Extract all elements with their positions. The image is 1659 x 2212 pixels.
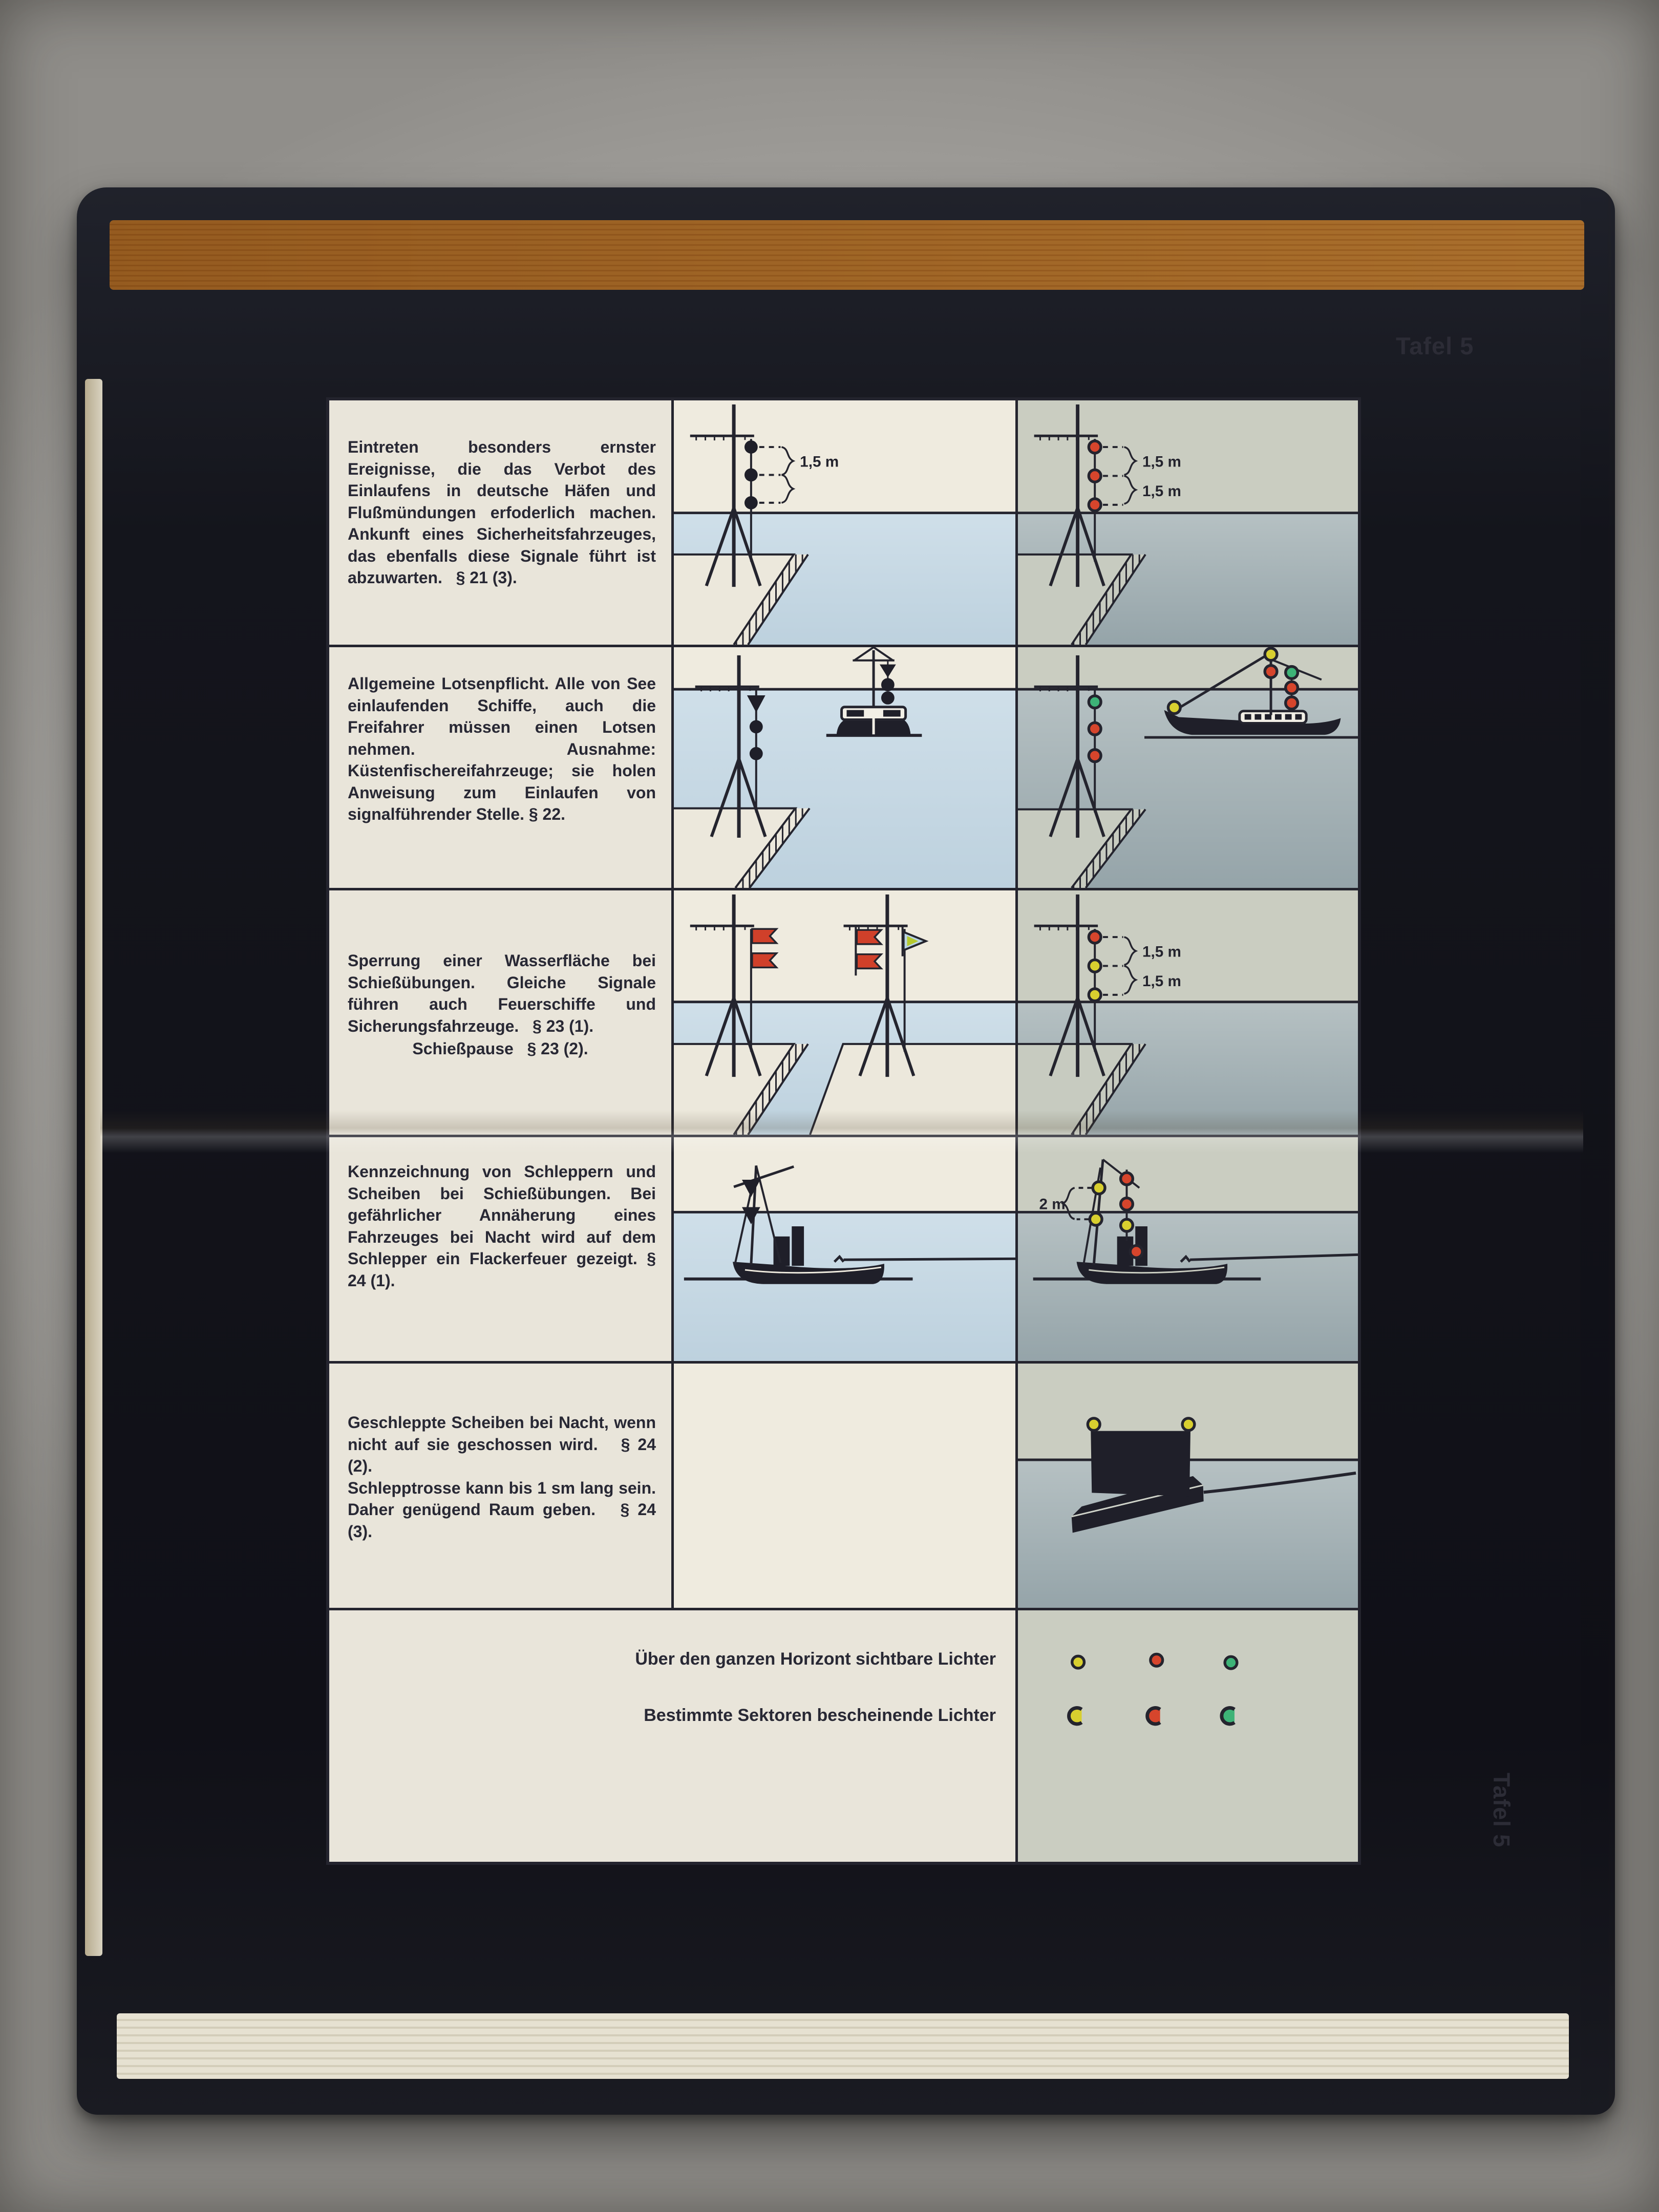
black-ball-icon [745, 469, 758, 482]
page-block-top-edge [110, 220, 1584, 290]
row3-day-signal-cell [674, 890, 1018, 1137]
red-flag-icon [857, 954, 881, 969]
red-light-icon [1089, 470, 1101, 482]
dimension-label: 2 m [1039, 1196, 1066, 1213]
green-light-icon [1089, 696, 1101, 708]
yellow-sector-light-icon [1069, 1708, 1081, 1724]
cone-icon [880, 665, 896, 678]
yellow-light-icon [1265, 648, 1277, 661]
water [1018, 1212, 1358, 1361]
pier [810, 1044, 1015, 1135]
brace-icon [1124, 476, 1136, 503]
yellow-light-icon [1090, 1213, 1102, 1225]
night-signal-scene [1018, 647, 1358, 888]
night-signal-scene [1018, 890, 1358, 1135]
row2-night-signal-cell [1018, 647, 1358, 890]
green-light-icon [1225, 1656, 1237, 1669]
red-light-icon [1089, 750, 1101, 762]
brace-icon [781, 447, 793, 475]
red-light-icon [1130, 1246, 1142, 1258]
red-light-icon [1089, 931, 1101, 943]
row3-description-cell [329, 890, 674, 1137]
red-light-icon [1286, 682, 1298, 694]
row4-night-signal-cell [1018, 1137, 1358, 1364]
legend-lights-cell [1018, 1610, 1358, 1862]
legend-text-cell [329, 1610, 1018, 1862]
red-flag-icon [857, 930, 881, 944]
day-signal-scene [674, 400, 1015, 645]
day-signal-scene [674, 647, 1015, 888]
yellow-light-icon [1089, 960, 1101, 972]
plate-title: Tafel 5 [1396, 332, 1474, 359]
yellow-light-icon [1089, 989, 1101, 1001]
red-light-icon [1121, 1173, 1133, 1185]
page-block-bottom-edge [117, 2013, 1569, 2079]
brace-icon [1124, 447, 1136, 475]
red-light-icon [1151, 1654, 1163, 1666]
signal-description: Geschleppte Scheiben bei Nacht, wenn nicht auf sie geschossen wird. § 24 (2). [348, 1413, 656, 1476]
green-light-icon [1286, 667, 1298, 679]
yellow-light-icon [1088, 1418, 1100, 1431]
legend-all-round-label: Über den ganzen Horizont sichtbare Lichter [635, 1649, 996, 1669]
cone-icon [742, 1180, 760, 1197]
red-sector-light-icon [1147, 1708, 1160, 1724]
brace-icon [1124, 966, 1136, 993]
brace-icon [781, 475, 793, 502]
red-light-icon [1121, 1198, 1133, 1210]
signal-description: Allgemeine Lotsenpflicht. Alle von See einlaufenden Schiffe, auch die Freifahrer müssen einen Lotsen nehmen. Ausnahme: Küstenfischereifahrzeuge; sie holen Anweisung zum Einlaufen von signalführender Stelle. § 22. [348, 674, 656, 824]
red-flag-icon [752, 929, 777, 943]
towline [844, 1259, 1015, 1260]
dimension-label: 1,5 m [1142, 973, 1181, 990]
dimension-label: 1,5 m [1142, 943, 1181, 961]
yellow-light-icon [1121, 1219, 1133, 1231]
row5-day-signal-cell-empty [674, 1364, 1018, 1610]
black-ball-icon [745, 496, 758, 509]
dimension-label: 1,5 m [1142, 483, 1181, 500]
black-ball-icon [881, 678, 895, 691]
day-signal-scene [674, 1137, 1015, 1361]
yellow-light-icon [1182, 1418, 1195, 1431]
dimension-label: 1,5 m [800, 453, 839, 471]
row2-description-cell [329, 647, 674, 890]
row5-description-cell [329, 1364, 674, 1610]
red-light-icon [1089, 499, 1101, 511]
black-ball-icon [750, 747, 763, 760]
page-block-left-edge [85, 379, 102, 1956]
red-light-icon [1265, 666, 1277, 678]
row1-day-signal-cell [674, 400, 1018, 647]
row4-description-cell [329, 1137, 674, 1364]
yellow-light-icon [1072, 1656, 1084, 1668]
day-signal-scene [674, 890, 1015, 1135]
signal-table [326, 397, 1361, 1865]
yellow-light-icon [1093, 1182, 1105, 1194]
brace-icon [1124, 937, 1136, 965]
water [674, 1212, 1015, 1361]
funnel [792, 1226, 804, 1266]
legend-lights [1018, 1610, 1358, 1862]
red-light-icon [1089, 441, 1101, 453]
signal-description: Schlepptrosse kann bis 1 sm lang sein. Daher genügend Raum geben. § 24 (3). [348, 1478, 656, 1541]
row5-night-signal-cell [1018, 1364, 1358, 1610]
row4-day-signal-cell [674, 1137, 1018, 1364]
red-flag-icon [752, 953, 777, 968]
red-light-icon [1089, 722, 1101, 735]
green-sector-light-icon [1222, 1708, 1235, 1724]
night-signal-scene [1018, 1137, 1358, 1361]
signal-description: Sperrung einer Wasserfläche bei Schießübungen. Gleiche Signale führen auch Feuerschiffe und Sicherungsfahrzeuge. § 23 (1). [348, 951, 656, 1035]
signal-description: Schießpause § 23 (2). [412, 1039, 588, 1058]
row3-night-signal-cell [1018, 890, 1358, 1137]
row1-night-signal-cell [1018, 400, 1358, 647]
yellow-light-icon [1168, 701, 1180, 714]
row2-day-signal-cell [674, 647, 1018, 890]
black-ball-icon [745, 440, 758, 454]
night-signal-scene [1018, 1364, 1358, 1608]
row1-description-cell [329, 400, 674, 647]
red-light-icon [1286, 697, 1298, 709]
signal-description: Eintreten besonders ernster Ereignisse, die das Verbot des Einlaufens in deutsche Häfen und Flußmündungen erfoderlich machen. Ankunft eines Sicherheitsfahrzeuges, das ebenfalls diese Signale führt ist abzuwarten. § 21 (3). [348, 438, 656, 587]
legend-sector-label: Bestimmte Sektoren bescheinende Lichter [644, 1706, 996, 1725]
plate-side-title: Tafel 5 [1488, 1773, 1515, 1848]
black-ball-icon [750, 720, 763, 733]
signal-description: Kennzeichnung von Schleppern und Scheiben bei Schießübungen. Bei gefährlicher Annäherung eines Fahrzeuges bei Nacht wird auf dem Schlepper ein Flackerfeuer gezeigt. § 24 (1). [348, 1162, 656, 1290]
black-ball-icon [881, 691, 895, 705]
dimension-label: 1,5 m [1142, 453, 1181, 471]
night-signal-scene [1018, 400, 1358, 645]
target-screen [1091, 1431, 1190, 1497]
